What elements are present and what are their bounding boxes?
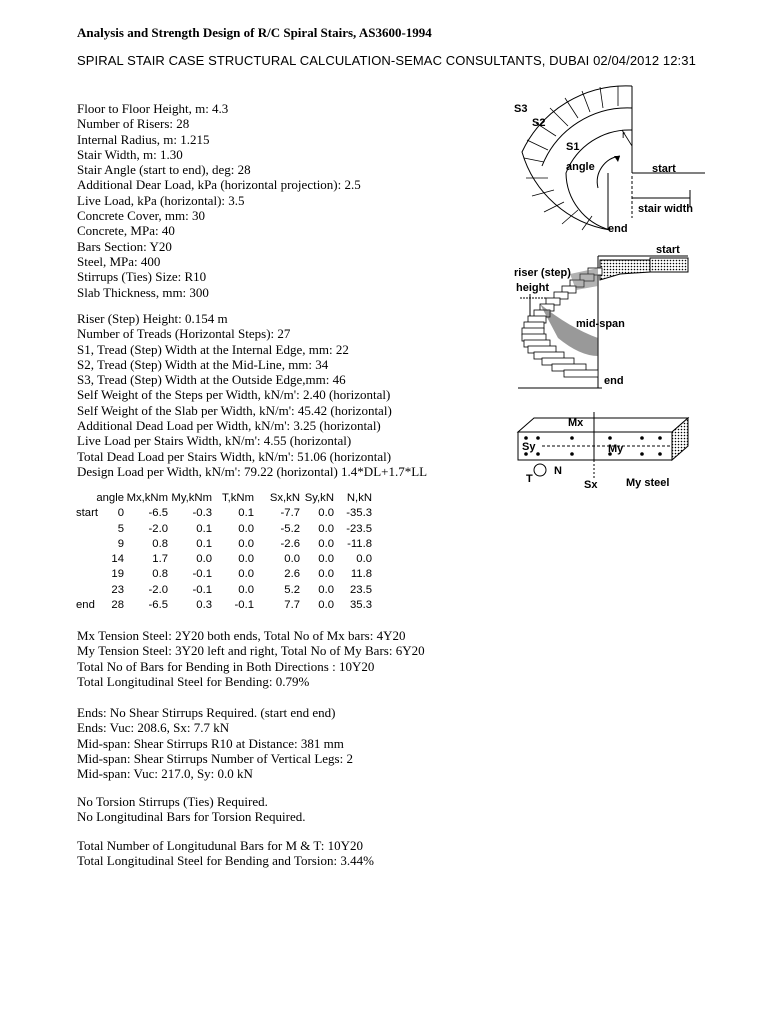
derived-line: Additional Dead Load per Width, kN/m': 3.25 (horizontal)	[77, 418, 381, 434]
plan-label-start: start	[652, 163, 676, 175]
shear-line: Mid-span: Shear Stirrups R10 at Distance: 381 mm	[77, 735, 344, 751]
derived-line: Live Load per Stairs Width, kN/m': 4.55 (horizontal)	[77, 433, 352, 449]
table-cell: 0.1	[196, 537, 212, 550]
input-line: Live Load, kPa (horizontal): 3.5	[77, 192, 245, 208]
derived-line: Self Weight of the Slab per Width, kN/m': 45.42 (horizontal)	[77, 402, 392, 418]
input-line: Stair Width, m: 1.30	[77, 146, 183, 162]
table-cell: 5	[117, 522, 124, 535]
input-line: Number of Risers: 28	[77, 116, 190, 132]
table-cell: 9	[117, 537, 124, 550]
table-cell: 0.1	[238, 507, 254, 520]
section-label-mx: Mx	[568, 417, 584, 429]
torsion-line: No Torsion Stirrups (Ties) Required.	[77, 794, 268, 809]
table-cell: 0.0	[238, 522, 254, 535]
derived-line: S1, Tread (Step) Width at the Internal Edge, mm: 22	[77, 341, 349, 357]
table-cell: -0.3	[192, 507, 212, 520]
table-cell: 0.8	[152, 568, 168, 581]
section-label-sy: Sy	[522, 441, 536, 453]
table-cell: 0.8	[152, 537, 168, 550]
bending-line: My Tension Steel: 3Y20 left and right, Total No of My Bars: 6Y20	[77, 643, 425, 659]
table-row-label: end	[76, 599, 95, 612]
table-cell: 0.0	[318, 553, 334, 566]
input-line: Bars Section: Y20	[77, 238, 172, 254]
table-cell: -0.1	[234, 599, 254, 612]
input-line: Concrete Cover, mm: 30	[77, 208, 206, 224]
slab-section-diagram	[512, 410, 702, 490]
derived-line: Self Weight of the Steps per Width, kN/m': 2.40 (horizontal)	[77, 387, 391, 403]
table-cell: 0.0	[238, 537, 254, 550]
table-cell: 7.7	[284, 599, 300, 612]
shear-line: Ends: No Shear Stirrups Required. (start end end)	[77, 705, 336, 720]
table-row-label: start	[76, 507, 98, 520]
table-cell: 0.1	[196, 522, 212, 535]
table-cell: 2.6	[284, 568, 300, 581]
section-label-t: T	[526, 473, 533, 485]
table-cell: 0	[117, 507, 124, 520]
bending-line: Total No of Bars for Bending in Both Directions : 10Y20	[77, 658, 375, 674]
input-parameters	[77, 101, 361, 300]
bending-line: Mx Tension Steel: 2Y20 both ends, Total No of Mx bars: 4Y20	[77, 628, 406, 643]
derived-line: Number of Treads (Horizontal Steps): 27	[77, 326, 291, 342]
table-cell: 0.0	[318, 507, 334, 520]
totals-results	[77, 838, 374, 869]
totals-line: Total Longitudinal Steel for Bending and Torsion: 3.44%	[77, 853, 374, 869]
table-cell: -35.3	[346, 507, 372, 520]
section-label-my: My	[608, 443, 624, 455]
document-title: Analysis and Strength Design of R/C Spiral Stairs, AS3600-1994	[77, 25, 432, 40]
table-cell: 0.0	[238, 583, 254, 596]
plan-label-s2: S2	[532, 117, 546, 129]
table-cell: 23.5	[350, 583, 372, 596]
table-cell: -7.7	[280, 507, 300, 520]
derived-values	[77, 311, 427, 479]
table-cell: 11.8	[350, 568, 372, 581]
table-cell: -6.5	[148, 507, 168, 520]
table-cell: 0.0	[238, 553, 254, 566]
derived-line: Riser (Step) Height: 0.154 m	[77, 311, 228, 326]
shear-results	[77, 705, 353, 781]
table-cell: 0.0	[318, 583, 334, 596]
plan-label-r: r	[622, 130, 626, 141]
input-line: Slab Thickness, mm: 300	[77, 284, 209, 300]
elevation-label-height: height	[516, 282, 549, 294]
totals-line: Total Number of Longitudunal Bars for M & T: 10Y20	[77, 838, 363, 853]
table-cell: -0.1	[192, 568, 212, 581]
section-label-n: N	[554, 465, 562, 477]
plan-label-end: end	[608, 223, 628, 235]
table-cell: -0.1	[192, 583, 212, 596]
plan-label-stair-width: stair width	[638, 203, 694, 215]
elevation-label-start: start	[656, 244, 680, 256]
spiral-elevation-diagram	[510, 238, 710, 398]
table-cell: 0.0	[318, 599, 334, 612]
spiral-plan-diagram	[510, 78, 710, 238]
table-header-cell: Sx,kN	[269, 492, 300, 504]
table-cell: 0.0	[238, 568, 254, 581]
input-line: Additional Dear Load, kPa (horizontal projection): 2.5	[77, 177, 361, 193]
table-header-cell: angle	[96, 492, 124, 504]
table-cell: 23	[111, 583, 124, 596]
table-cell: 0.3	[196, 599, 212, 612]
table-cell: -5.2	[280, 522, 300, 535]
table-cell: -6.5	[148, 599, 168, 612]
table-header-cell: Sy,kN	[304, 492, 334, 504]
shear-line: Mid-span: Vuc: 217.0, Sy: 0.0 kN	[77, 766, 253, 782]
table-cell: 0.0	[318, 537, 334, 550]
shear-line: Mid-span: Shear Stirrups Number of Vertical Legs: 2	[77, 750, 353, 766]
elevation-label-riser: riser (step)	[514, 267, 571, 279]
table-cell: 14	[111, 553, 124, 566]
derived-line: Design Load per Width, kN/m': 79.22 (horizontal) 1.4*DL+1.7*LL	[77, 463, 428, 479]
derived-line: Total Dead Load per Stairs Width, kN/m': 51.06 (horizontal)	[77, 448, 392, 464]
table-cell: 0.0	[356, 553, 372, 566]
table-cell: -2.0	[148, 583, 168, 596]
table-cell: 0.0	[196, 553, 212, 566]
table-cell: 0.0	[318, 522, 334, 535]
input-line: Stair Angle (start to end), deg: 28	[77, 162, 251, 178]
table-header-cell: N,kN	[346, 492, 372, 504]
table-cell: 0.0	[318, 568, 334, 581]
table-header-cell: Mx,kNm	[126, 492, 168, 504]
table-cell: 28	[111, 599, 124, 612]
input-line: Internal Radius, m: 1.215	[77, 131, 210, 147]
plan-label-s3: S3	[514, 103, 528, 115]
table-cell: -11.8	[347, 537, 372, 550]
table-cell: 1.7	[152, 553, 168, 566]
shear-line: Ends: Vuc: 208.6, Sx: 7.7 kN	[77, 720, 230, 736]
section-label-my-steel: My steel	[626, 477, 670, 489]
table-header-cell: T,kNm	[221, 492, 254, 504]
table-cell: 5.2	[284, 583, 300, 596]
table-cell: 0.0	[284, 553, 300, 566]
table-cell: -23.5	[346, 522, 372, 535]
torsion-line: No Longitudinal Bars for Torsion Required.	[77, 809, 306, 825]
table-cell: 19	[111, 568, 124, 581]
bending-line: Total Longitudinal Steel for Bending: 0.79%	[77, 673, 310, 689]
plan-label-s1: S1	[566, 141, 580, 153]
input-line: Floor to Floor Height, m: 4.3	[77, 101, 229, 116]
input-line: Steel, MPa: 400	[77, 253, 161, 269]
bending-results	[77, 628, 425, 689]
table-cell: -2.0	[148, 522, 168, 535]
derived-line: S2, Tread (Step) Width at the Mid-Line, mm: 34	[77, 356, 329, 372]
torsion-results	[77, 794, 305, 825]
input-line: Stirrups (Ties) Size: R10	[77, 269, 207, 285]
elevation-label-mid-span: mid-span	[576, 318, 625, 330]
derived-line: S3, Tread (Step) Width at the Outside Edge,mm: 46	[77, 372, 346, 388]
elevation-label-end: end	[604, 375, 624, 387]
table-cell: 35.3	[350, 599, 372, 612]
input-line: Concrete, MPa: 40	[77, 223, 175, 239]
table-cell: -2.6	[280, 537, 300, 550]
section-label-sx: Sx	[584, 479, 598, 490]
document-subtitle: SPIRAL STAIR CASE STRUCTURAL CALCULATION-SEMAC CONSULTANTS, DUBAI 02/04/2012 12:31	[77, 53, 696, 68]
plan-label-angle: angle	[566, 161, 595, 173]
table-header-cell: My,kNm	[171, 492, 212, 504]
